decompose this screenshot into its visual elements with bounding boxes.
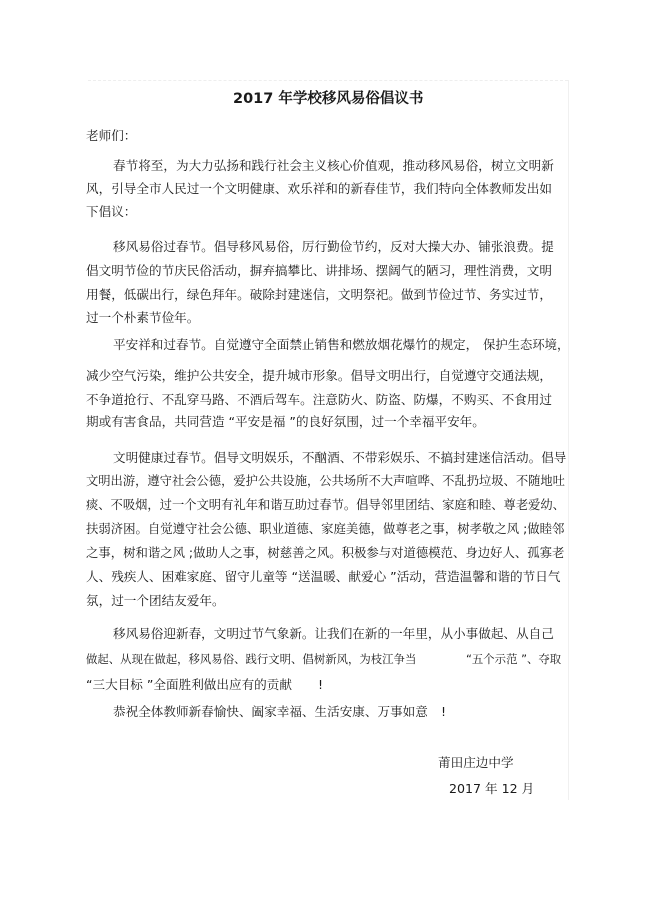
paragraph-4-line-6: 人、残疾人、困难家庭、留守儿童等 “送温暖、献爱心 ”活动，营造温馨和谐的节日气 [86, 569, 561, 584]
paragraph-2-line-1: 移风易俗过春节。倡导移风易俗，厉行勤俭节约，反对大操大办、铺张浪费。提 [113, 239, 554, 254]
paragraph-5-line-2-tail: “五个示范 ”、夺取 [466, 652, 562, 666]
paragraph-3-line-2: 减少空气污染，维护公共安全，提升城市形象。倡导文明出行，自觉遵守交通法规， [86, 368, 552, 383]
document-title: 2017 年学校移风易俗倡议书 [233, 91, 424, 107]
paragraph-3-line-3: 不争道抢行、不乱穿马路、不酒后驾车。注意防火、防盗、防爆，不购买、不食用过 [86, 392, 552, 407]
paragraph-6-exclamation: ! [441, 704, 447, 719]
paragraph-4-line-1: 文明健康过春节。倡导文明娱乐，不酗酒、不带彩娱乐、不搞封建迷信活动。倡导 [113, 450, 567, 465]
paragraph-5-line-1: 移风易俗迎新春，文明过节气象新。让我们在新的一年里，从小事做起、从自己 [113, 626, 554, 641]
paragraph-4-line-2: 文明出游，遵守社会公德，爱护公共设施，公共场所不大声喧哗、不乱扔垃圾、不随地吐 [86, 474, 565, 488]
paragraph-2-line-2: 倡文明节俭的节庆民俗活动，摒弃搞攀比、讲排场、摆阔气的陋习，理性消费，文明 [86, 263, 552, 278]
paragraph-1-line-3: 下倡议： [86, 204, 137, 219]
page-edge-right [568, 80, 569, 800]
paragraph-3-line-1: 平安祥和过春节。自觉遵守全面禁止销售和燃放烟花爆竹的规定， [113, 337, 479, 352]
paragraph-5-line-2: 做起、从现在做起，移风易俗、践行文明、倡树新风，为枝江争当 [86, 652, 417, 666]
paragraph-1-line-1: 春节将至，为大力弘扬和践行社会主义核心价值观，推动移风易俗，树立文明新 [113, 158, 554, 173]
paragraph-4-line-4: 扶弱济困。自觉遵守社会公德、职业道德、家庭美德，做尊老之事，树孝敬之风 ;做睦邻 [86, 521, 565, 536]
signature-school: 莆田庄边中学 [438, 755, 514, 770]
paragraph-6-line-1: 恭祝全体教师新春愉快、阖家幸福、生活安康、万事如意 [113, 704, 428, 719]
paragraph-2-line-4: 过一个朴素节俭年。 [86, 310, 200, 325]
paragraph-1-line-2: 风，引导全市人民过一个文明健康、欢乐祥和的新春佳节，我们特向全体教师发出如 [86, 181, 552, 196]
page-edge-top [88, 80, 568, 81]
paragraph-4-line-5: 之事，树和谐之风 ;做助人之事，树慈善之风。积极参与对道德模范、身边好人、孤寡老 [86, 545, 565, 560]
salutation: 老师们： [86, 128, 137, 143]
paragraph-5-exclamation: ! [318, 677, 324, 692]
paragraph-3-line-1-tail: 保护生态环境， [483, 338, 570, 352]
paragraph-2-line-3: 用餐，低碳出行，绿色拜年。破除封建迷信，文明祭祀。做到节俭过节、务实过节， [86, 287, 552, 302]
signature-date: 2017 年 12 月 [449, 781, 535, 796]
paragraph-4-line-7: 氛，过一个团结友爱年。 [86, 593, 225, 608]
paragraph-4-line-3: 痰、不吸烟，过一个文明有礼年和谐互助过春节。倡导邻里团结、家庭和睦、尊老爱幼、 [86, 498, 565, 512]
paragraph-5-line-3: “三大目标 ”全面胜利做出应有的贡献 [86, 677, 292, 692]
paragraph-3-line-4: 期或有害食品，共同营造 “平安是福 ”的良好氛围，过一个幸福平安年。 [86, 414, 485, 429]
